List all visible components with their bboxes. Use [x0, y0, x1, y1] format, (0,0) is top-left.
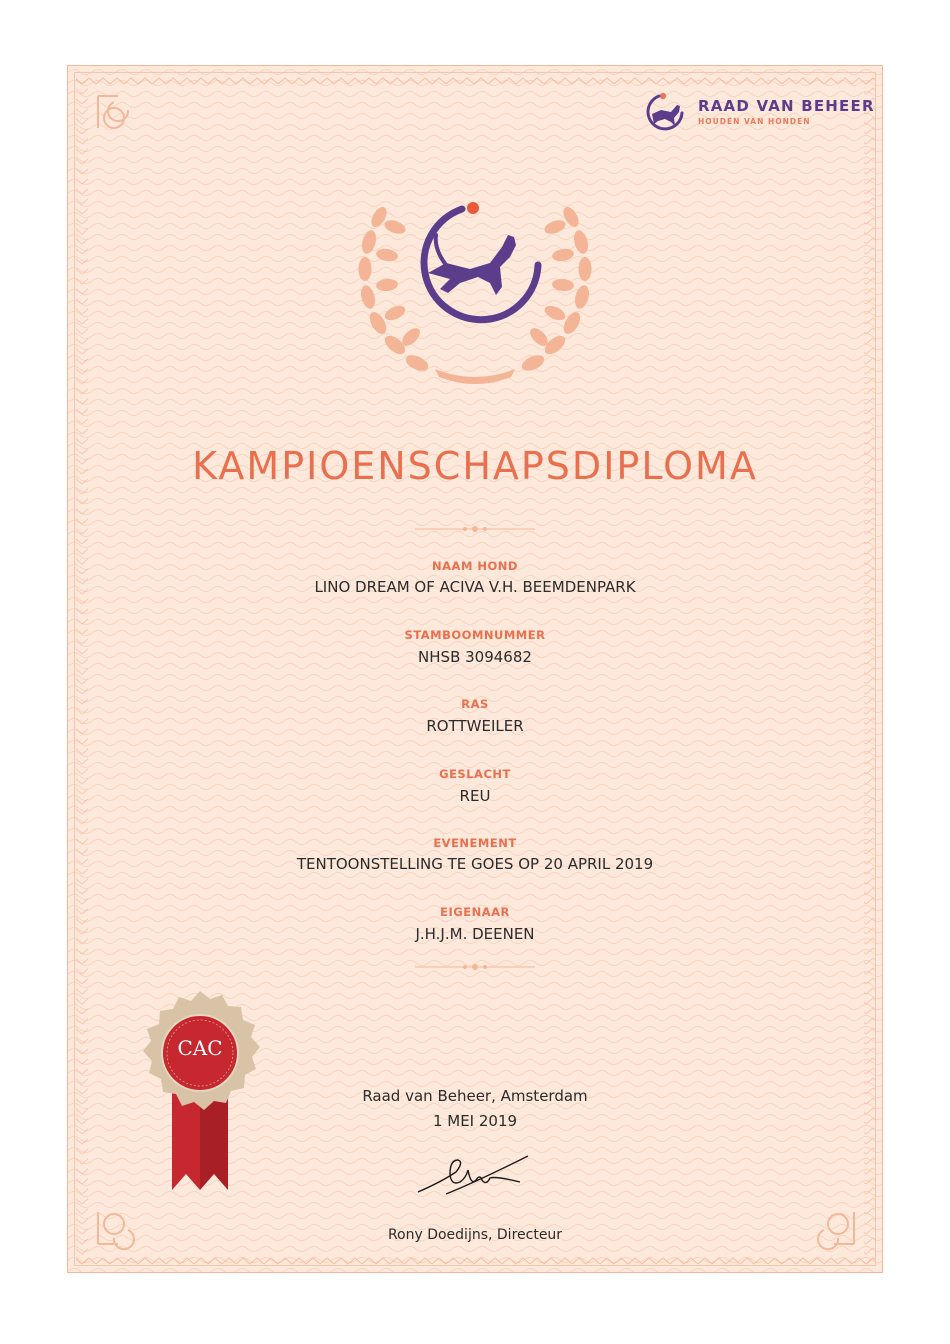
laurel-emblem: [350, 165, 600, 390]
issuer-place: Raad van Beheer, Amsterdam: [362, 1087, 588, 1105]
field-value-event: TENTOONSTELLING TE GOES OP 20 APRIL 2019: [296, 855, 654, 873]
field-label-owner: EIGENAAR: [440, 905, 510, 919]
brand-tagline: HOUDEN VAN HONDEN: [698, 117, 811, 126]
field-label-pedigree-number: STAMBOOMNUMMER: [404, 628, 546, 642]
field-label-breed: RAS: [461, 697, 489, 711]
field-value-pedigree-number: NHSB 3094682: [418, 648, 532, 666]
field-label-dog-name: NAAM HOND: [432, 559, 518, 573]
corner-ornament-icon: [90, 88, 140, 138]
dog-emblem-icon: [424, 202, 538, 320]
field-value-sex: REU: [459, 787, 491, 805]
signatory-name: Rony Doedijns, Directeur: [387, 1227, 563, 1243]
laurel-wreath-icon: [359, 204, 592, 384]
field-label-sex: GESLACHT: [439, 767, 511, 781]
cac-badge: CAC: [177, 1036, 223, 1060]
field-label-event: EVENEMENT: [433, 836, 517, 850]
diploma-title: KAMPIOENSCHAPSDIPLOMA: [192, 444, 758, 488]
dog-logo-icon: [641, 88, 691, 138]
brand-name: RAAD VAN BEHEER: [698, 97, 875, 115]
brand-logo: [641, 88, 875, 138]
field-value-dog-name: LINO DREAM OF ACIVA V.H. BEEMDENPARK: [314, 578, 636, 596]
ornament-divider: [415, 524, 535, 534]
ornament-divider: [415, 962, 535, 972]
issue-date: 1 MEI 2019: [432, 1112, 518, 1130]
signature-icon: [416, 1152, 531, 1202]
field-value-breed: ROTTWEILER: [426, 717, 524, 735]
field-value-owner: J.H.J.M. DEENEN: [415, 925, 535, 943]
